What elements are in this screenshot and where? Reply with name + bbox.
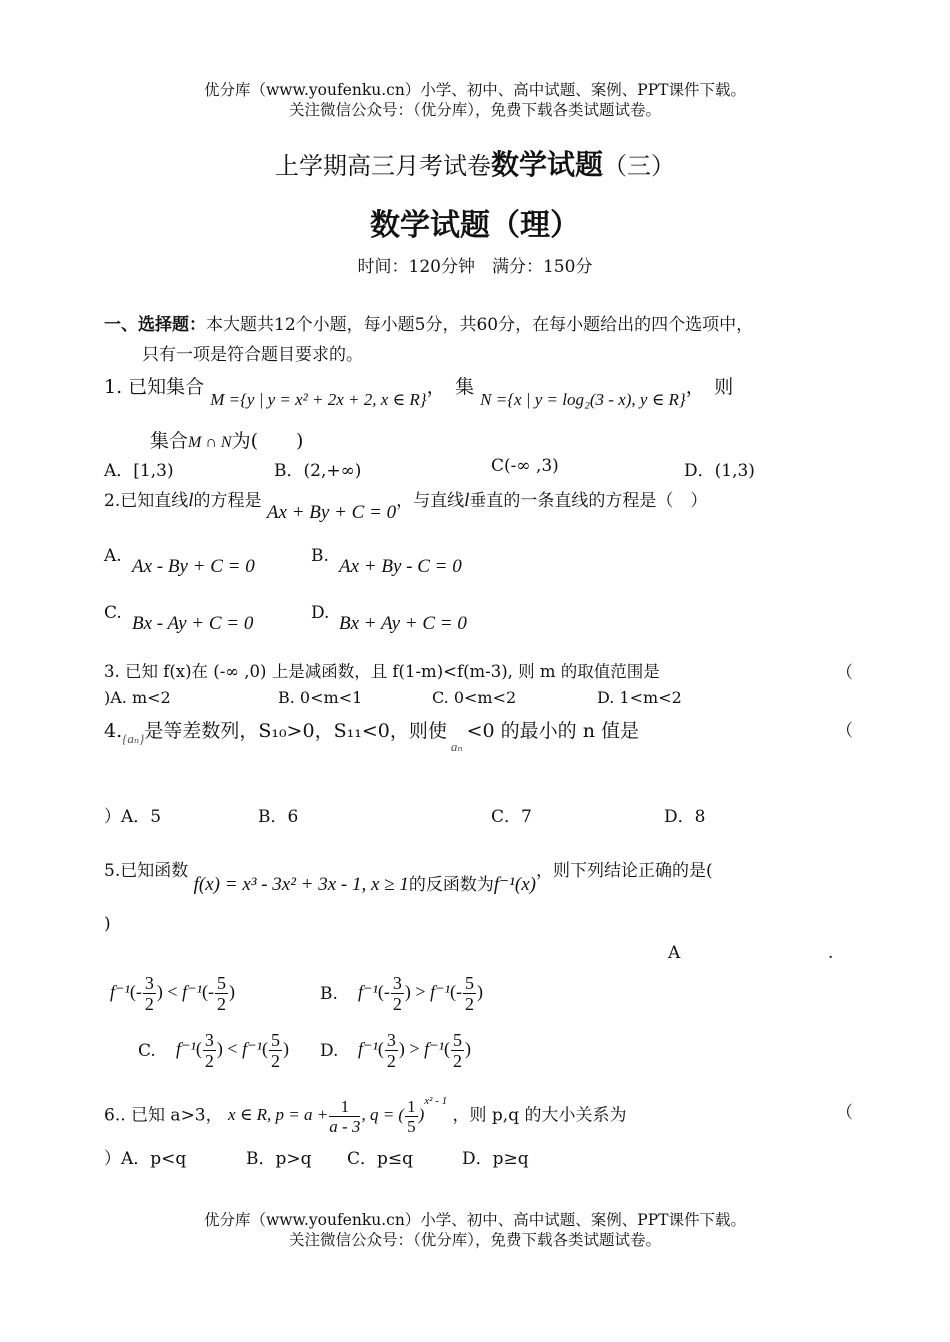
paren-right: ) (228, 981, 235, 1002)
title-prefix: 上学期高三月考试卷 (274, 152, 491, 180)
question-2 (104, 486, 708, 523)
fraction (269, 1031, 282, 1070)
q2-option-d: Bx + Ay + C = 0 (339, 613, 467, 634)
paren-right: ) (476, 981, 483, 1002)
greater-than: > (415, 981, 426, 1002)
numerator: 3 (392, 973, 402, 993)
q5-option-c (176, 1031, 289, 1070)
q6-expr1: x ∈ R, p = a + (228, 1105, 329, 1125)
fraction (203, 1031, 216, 1070)
q1-option-a: A．[1,3) (104, 461, 174, 481)
fraction (385, 1031, 398, 1070)
q4-text2: <0 的最小的 n 值是 (466, 720, 639, 742)
q5-prefix: 5.已知函数 (104, 861, 189, 881)
q6-fraction-2 (405, 1098, 418, 1135)
paren-right: ) (156, 981, 163, 1002)
q6-frac2-den: 5 (407, 1117, 416, 1136)
paren-right: ) (464, 1038, 471, 1059)
q6-option-d: D．p≥q (462, 1149, 529, 1169)
q5-dot: . (828, 943, 834, 963)
numerator: 3 (386, 1030, 396, 1050)
q3-option-a: )A. m<2 (104, 688, 171, 707)
q5-option-d-label: D. (320, 1041, 339, 1061)
section-label: 一、选择题： (104, 315, 206, 335)
q5-end: ，则下列结论正确的是( (535, 861, 713, 881)
q1-option-c: C(-∞ ,3) (491, 456, 559, 476)
f-inverse: f⁻¹ (430, 981, 450, 1002)
fraction (143, 974, 156, 1013)
footer-line-2: 关注微信公众号：（优分库），免费下载各类试题试卷。 (288, 1231, 661, 1249)
f-inverse: f⁻¹ (182, 981, 202, 1002)
q6-option-a: ）A．p<q (104, 1149, 187, 1169)
q2-line-l: l (188, 490, 194, 511)
subtitle: 数学试题（理） (370, 208, 580, 243)
q3-option-b: B. 0<m<1 (278, 688, 363, 707)
q5-function: f(x) = x³ - 3x² + 3x - 1, x ≥ 1 (193, 874, 409, 895)
f-inverse: f⁻¹ (176, 1038, 196, 1059)
f-inverse: f⁻¹ (110, 981, 130, 1002)
header-line-2: 关注微信公众号：（优分库），免费下载各类试题试卷。 (288, 101, 661, 119)
q2-option-d-label: D. (311, 603, 330, 623)
q6-expr3: ) (418, 1105, 425, 1125)
q4-an: aₙ (450, 739, 463, 754)
q2-mid1: 的方程是 (193, 491, 262, 511)
paren-right: ) (398, 1038, 405, 1059)
f-inverse: f⁻¹ (358, 981, 378, 1002)
q1-line2a: 集合 (150, 430, 189, 452)
question-1 (104, 372, 734, 409)
q6-expression (228, 1094, 448, 1136)
paren-right: ) (282, 1038, 289, 1059)
q1-end: ， 则 (685, 376, 734, 398)
paren-left: ( (195, 1038, 202, 1059)
q6-option-c: C．p≤q (347, 1149, 414, 1169)
page-title (0, 143, 950, 183)
q6-option-b: B．p>q (246, 1149, 312, 1169)
q1-option-b: B．(2,+∞) (274, 461, 362, 481)
q4-option-d: D．8 (664, 807, 706, 827)
q6-fraction-1 (329, 1098, 360, 1135)
numerator: 5 (270, 1030, 280, 1050)
q6-frac1-num: 1 (329, 1098, 360, 1117)
numerator: 5 (216, 973, 226, 993)
numerator: 3 (204, 1030, 214, 1050)
header-line-1: 优分库（www.youfenku.cn）小学、初中、高中试题、案例、PPT课件下载。 (203, 81, 747, 99)
q2-option-b: Ax + By - C = 0 (339, 556, 462, 577)
q5-inverse: f⁻¹(x) (493, 874, 536, 895)
q4-option-c: C．7 (491, 807, 532, 827)
greater-than: > (409, 1038, 420, 1059)
q4-option-a: ）A．5 (104, 807, 162, 827)
q6-paren: （ (836, 1103, 853, 1123)
paren-left: ( (443, 1038, 450, 1059)
paren-neg: (- (377, 981, 390, 1002)
q4-sequence: {aₙ} (122, 731, 145, 746)
f-inverse: f⁻¹ (242, 1038, 262, 1059)
q1-set-n: N ={x | y = log₂(3 - x), y ∈ R} (480, 390, 686, 409)
q5-option-b (358, 974, 483, 1013)
q1-line2b: 为( ) (231, 430, 304, 452)
paren-neg: (- (449, 981, 462, 1002)
q1-set-m: M ={y | y = x² + 2x + 2, x ∈ R} (210, 390, 427, 409)
footer-line-1: 优分库（www.youfenku.cn）小学、初中、高中试题、案例、PPT课件下载。 (203, 1211, 747, 1229)
q2-option-c-label: C. (104, 603, 122, 623)
paren-right: ) (216, 1038, 223, 1059)
q5-option-c-label: C. (138, 1041, 156, 1061)
fraction (391, 974, 404, 1013)
section-text-1: 本大题共12个小题，每小题5分，共60分，在每小题给出的四个选项中， (206, 315, 754, 335)
numerator: 5 (464, 973, 474, 993)
q3-option-d: D. 1<m<2 (597, 688, 682, 707)
denominator: 2 (464, 994, 474, 1014)
question-4 (104, 716, 639, 754)
q2-option-a-label: A. (104, 546, 122, 566)
q3-paren: （ (836, 663, 853, 683)
paren-neg: (- (129, 981, 142, 1002)
q2-end: 垂直的一条直线的方程是（ ） (469, 491, 708, 511)
q3-option-c: C. 0<m<2 (432, 688, 517, 707)
q1-set-intersection: M ∩ N (188, 434, 232, 451)
q6-prefix: 6.. 已知 a>3， (104, 1105, 223, 1126)
paren-neg: (- (201, 981, 214, 1002)
q2-option-b-label: B. (311, 546, 329, 566)
title-bold: 数学试题 (490, 148, 603, 181)
q6-expr2: , q = ( (361, 1105, 405, 1125)
q5-option-a-label: A (668, 943, 681, 963)
section-text-2: 只有一项是符合题目要求的。 (142, 345, 363, 365)
q1-prefix: 1. 已知集合 (104, 376, 205, 398)
q6-frac1-den: a - 3 (329, 1117, 361, 1136)
question-5 (104, 856, 713, 895)
q1-mid: ， 集 (426, 376, 475, 398)
f-inverse: f⁻¹ (424, 1038, 444, 1059)
denominator: 2 (216, 994, 226, 1014)
section-heading (104, 310, 753, 335)
q2-line-l-2: l (464, 490, 470, 511)
denominator: 2 (452, 1051, 462, 1071)
paren-left: ( (377, 1038, 384, 1059)
q2-option-a: Ax - By + C = 0 (132, 556, 255, 577)
fraction (463, 974, 476, 1013)
title-suffix: （三） (603, 152, 675, 180)
denominator: 2 (392, 994, 402, 1014)
question-6 (104, 1094, 627, 1136)
less-than: < (167, 981, 178, 1002)
q5-option-b-label: B. (320, 984, 338, 1004)
q5-option-d (358, 1031, 471, 1070)
denominator: 2 (204, 1051, 214, 1071)
paren-left: ( (261, 1038, 268, 1059)
question-3: 3. 已知 f(x)在 (-∞ ,0) 上是减函数，且 f(1-m)<f(m-3), 则 m 的取值范围是 (104, 662, 660, 681)
q2-mid2: ，与直线 (396, 491, 465, 511)
q6-end: ，则 p,q 的大小关系为 (452, 1105, 627, 1126)
fraction (215, 974, 228, 1013)
fraction (451, 1031, 464, 1070)
denominator: 2 (270, 1051, 280, 1071)
q4-paren: （ (836, 721, 853, 741)
q4-option-b: B．6 (258, 807, 299, 827)
denominator: 2 (144, 994, 154, 1014)
numerator: 3 (144, 973, 154, 993)
exam-info: 时间：120分钟 满分：150分 (357, 257, 593, 277)
paren-right: ) (404, 981, 411, 1002)
f-inverse: f⁻¹ (358, 1038, 378, 1059)
q4-prefix: 4. (104, 720, 123, 742)
q1-option-d: D．(1,3) (684, 461, 755, 481)
q2-prefix: 2.已知直线 (104, 491, 189, 511)
numerator: 5 (452, 1030, 462, 1050)
q6-frac2-num: 1 (407, 1097, 416, 1116)
less-than: < (227, 1038, 238, 1059)
q4-text1: 是等差数列，S₁₀>0，S₁₁<0，则使 (144, 720, 447, 742)
q6-exponent: x² - 1 (424, 1094, 448, 1107)
question-1-line-2 (150, 426, 303, 453)
q5-option-a (110, 974, 235, 1013)
q5-mid: 的反函数为 (408, 875, 494, 895)
q5-close-paren: ) (104, 914, 111, 934)
q2-option-c: Bx - Ay + C = 0 (132, 613, 254, 634)
q2-equation: Ax + By + C = 0 (266, 502, 397, 523)
denominator: 2 (386, 1051, 396, 1071)
